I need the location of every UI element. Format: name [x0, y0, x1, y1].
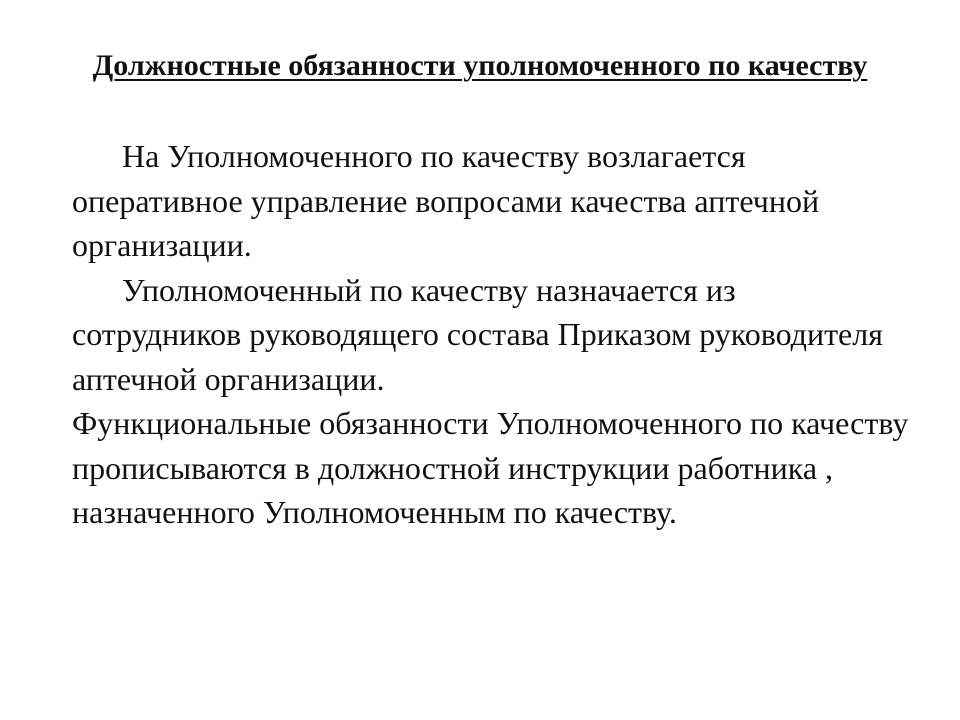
paragraph-functional-duties: Функциональные обязанности Уполномоченного по качеству прописываются в должностной инструкции работника , назначенного Уполномоченным по качеству.	[72, 405, 909, 530]
slide-body	[72, 134, 912, 535]
paragraph-appointment: Уполномоченный по качеству назначается из сотрудников руководящего состава Приказом руководителя аптечной организации.	[72, 271, 883, 397]
paragraph-duties: На Уполномоченного по качеству возлагается оперативное управление вопросами качества аптечной организации.	[72, 138, 820, 263]
slide-title: Должностные обязанности уполномоченного по качеству	[92, 49, 868, 82]
